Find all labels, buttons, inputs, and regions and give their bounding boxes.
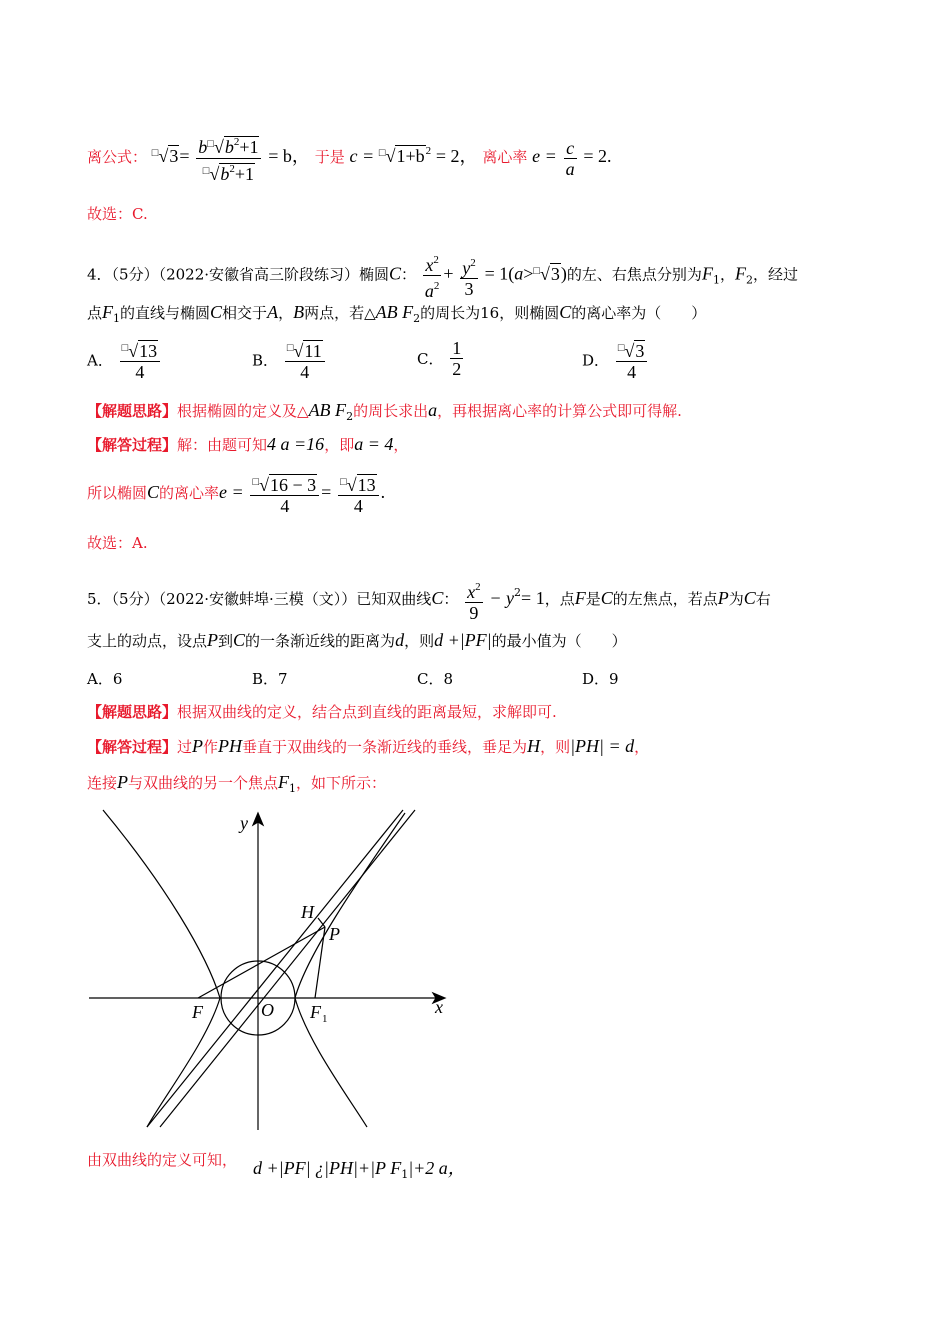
q5-line2: 支上的动点，设点P到C的一条渐近线的距离为d，则d +|PF|的最小值为（ ） — [87, 630, 627, 650]
q5-process: 【解答过程】过P作PH垂直于双曲线的一条渐近线的垂线，垂足为H，则|PH| = d， — [87, 736, 650, 756]
x2-over-a2: $\frac{x^2}{a^2}$ — [423, 250, 442, 301]
label-f1-sub: 1 — [322, 1013, 328, 1025]
q5-definition: 由双曲线的定义可知， — [87, 1151, 238, 1169]
label-h: H — [301, 902, 314, 922]
q4-option-a[interactable]: A． $\frac{^□√13}{4}$ — [87, 338, 162, 382]
hyperbola-figure — [85, 805, 455, 1135]
q4-line1: 4．（5分）（2022·安徽省高三阶段练习）椭圆C： $\frac{x^2}{a^2}$ + $\frac{y^2}{3}$ = 1(a>□√3)的左、右焦点分别为$F_1$，$F_2$，经过 — [87, 250, 798, 301]
label-y: y — [240, 813, 248, 833]
label-o: O — [261, 1000, 274, 1020]
q5-line1: 5．（5分）（2022·安徽蚌埠·三模（文））已知双曲线C： $\frac{x^2}{9}$ − $y^2= 1$，点F是C的左焦点，若点P为C右 — [87, 577, 771, 623]
asymptote-2 — [160, 810, 415, 1127]
line-f1p — [315, 927, 325, 998]
q5-idea: 【解题思路】根据双曲线的定义，结合点到直线的距离最短，求解即可. — [87, 703, 557, 721]
q5-definition-expr: d +|PF| ¿|PH|+|P $F_1|+2$ a， — [253, 1158, 466, 1181]
formula-line: 离公式： □√3= $\frac{b^□√b^2+1}{^□√b^2+1}$ = b， 于是 $c = ^□√1+b^2 = 2$， 离心率 e = $\frac{c}{a}$ = 2. — [87, 132, 612, 184]
q4-option-c[interactable]: C． $\frac{1}{2}$ — [417, 338, 462, 379]
q5-connect: 连接P与双曲线的另一个焦点$F_1$，如下所示： — [87, 772, 387, 795]
sqrt-3: □√3 — [151, 146, 179, 166]
label-p: P — [329, 924, 340, 944]
y2-over-3: $\frac{y^2}{3}$ — [460, 253, 478, 299]
eccentricity-label: 离心率 — [482, 148, 528, 166]
q4-line2: 点$F_1$的直线与椭圆C相交于A，B两点，若△AB $F_2$的周长为16，则椭圆C的离心率为（ ） — [87, 302, 707, 325]
q5-option-c[interactable]: C．8 — [417, 670, 454, 688]
label-f1: F — [310, 1002, 321, 1022]
hyperbola-right-branch — [295, 813, 405, 1127]
distance-fraction: $\frac{b^□√b^2+1}{^□√b^2+1}$ — [196, 132, 261, 184]
q4-process: 【解答过程】解：由题可知4 a =16，即a = 4， — [87, 434, 409, 454]
equals-2: = 2， — [435, 146, 478, 166]
asymptote-1 — [147, 810, 403, 1127]
q5-option-b[interactable]: B．7 — [252, 670, 288, 688]
c-eq: c = — [349, 146, 375, 166]
label-f: F — [192, 1002, 203, 1022]
line-fp — [198, 927, 325, 998]
answer-choice-2: 故选：A. — [87, 534, 148, 552]
answer-choice-1: 故选：C. — [87, 205, 148, 223]
formula-label: 离公式： — [87, 148, 148, 166]
q4-idea: 【解题思路】根据椭圆的定义及△AB $F_2$的周长求出a，再根据离心率的计算公式即可得解. — [87, 400, 682, 423]
q4-option-b[interactable]: B． $\frac{^□√11}{4}$ — [252, 338, 327, 382]
c-over-a: $\frac{c}{a}$ — [565, 137, 575, 179]
hyperbola-left-branch — [103, 810, 220, 1127]
q5-option-d[interactable]: D．9 — [582, 670, 619, 688]
label-x: x — [435, 997, 443, 1017]
q4-option-d[interactable]: D． $\frac{^□√3}{4}$ — [582, 338, 649, 382]
yushi-label: 于是 — [314, 148, 345, 166]
equals-b: = b， — [268, 146, 310, 166]
q5-option-a[interactable]: A．6 — [87, 670, 123, 688]
q4-so-line: 所以椭圆C的离心率e = $\frac{^□√16 - 3}{4}$ = $\frac{^□√13}{4}$ . — [87, 472, 385, 516]
